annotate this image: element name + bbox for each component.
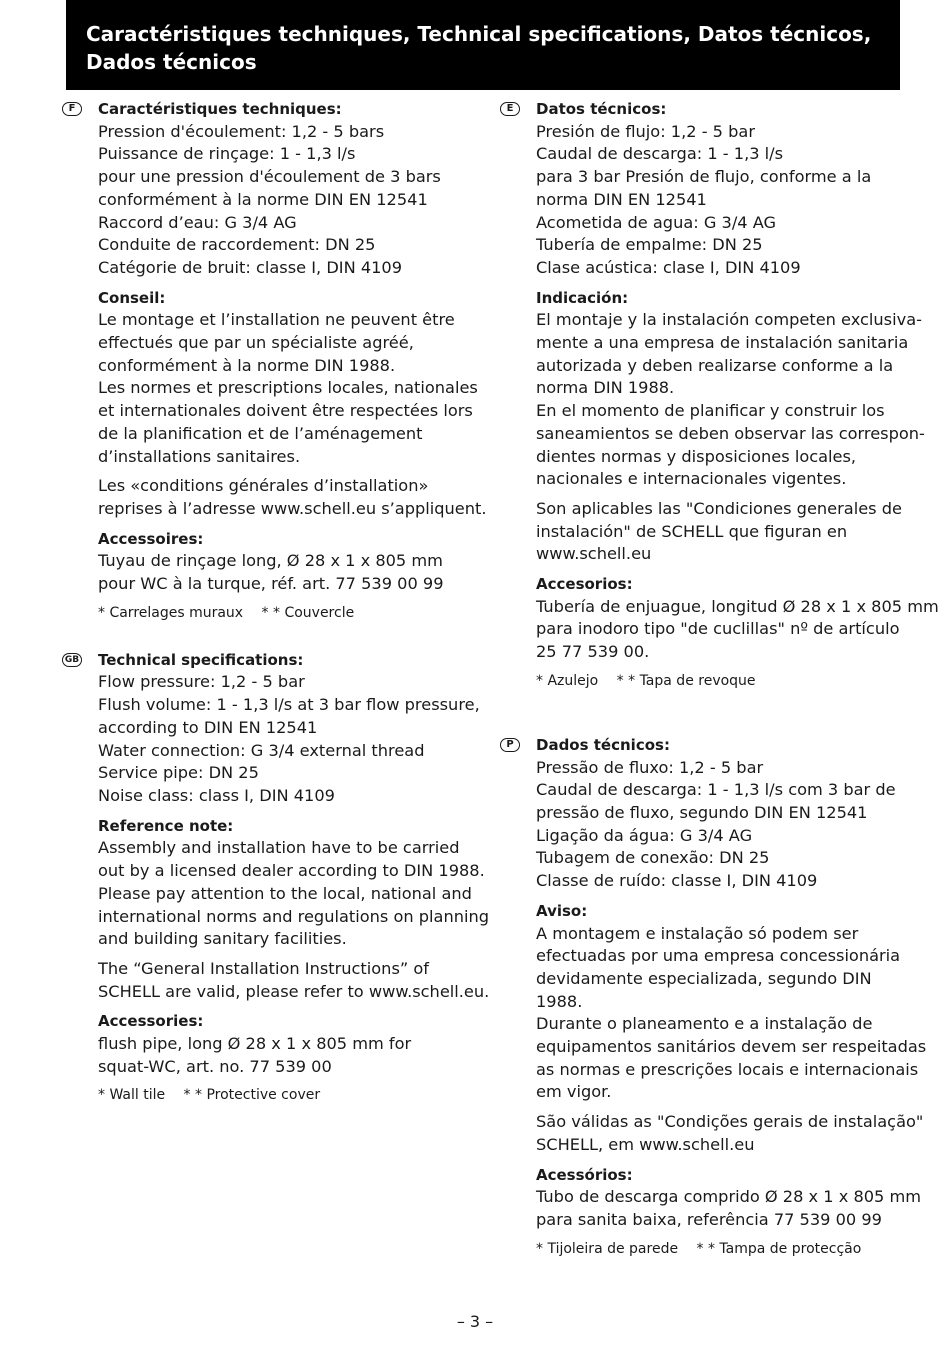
note-line: em vigor.: [536, 1082, 612, 1102]
spec-line: Tubería de empalme: DN 25: [536, 235, 763, 255]
footnote-2: * * Protective cover: [183, 1087, 321, 1104]
spec-line: Flush volume: 1 - 1,3 l/s at 3 bar flow pressure,: [98, 695, 480, 715]
footnotes: [536, 1238, 920, 1260]
note-line: autorizada y deben realizarse conforme a la: [536, 355, 894, 375]
spec-line: para 3 bar Presión de flujo, conforme a la: [536, 167, 872, 187]
note-line: norma DIN 1988.: [536, 378, 675, 398]
spec-line: Presión de flujo: 1,2 - 5 bar: [536, 121, 755, 141]
accessories-line: 25 77 539 00.: [536, 642, 650, 662]
note-line: out by a licensed dealer according to DIN 1988.: [98, 861, 485, 881]
note-line: et internationales doivent être respectées lors: [98, 401, 473, 421]
spec-line: Noise class: class I, DIN 4109: [98, 785, 335, 805]
footnote-2: * * Tapa de revoque: [616, 672, 756, 689]
note-line: efectuadas por uma empresa concessionária: [536, 946, 901, 966]
language-badge-f: F: [62, 102, 82, 116]
footnote-2: * * Couvercle: [261, 604, 355, 621]
note-line: El montaje y la instalación competen exclusiva-: [536, 310, 922, 330]
note-line: de la planification et de l’aménagement: [98, 423, 423, 443]
note-line: and building sanitary facilities.: [98, 929, 347, 949]
spec-line: Ligação da água: G 3/4 AG: [536, 825, 753, 845]
accessories-title: Accessoires:: [98, 529, 204, 548]
note-line: dientes normas y disposiciones locales,: [536, 446, 857, 466]
conditions-line: SCHELL, em www.schell.eu: [536, 1134, 755, 1154]
right-column: [500, 98, 939, 1260]
note-line: A montagem e instalação só podem ser: [536, 923, 859, 943]
conditions-line: São válidas as "Condições gerais de instalação": [536, 1112, 924, 1132]
footnote-1: * Tijoleira de parede: [536, 1240, 679, 1257]
accessories-line: pour WC à la turque, réf. art. 77 539 00 99: [98, 574, 444, 594]
conditions-line: www.schell.eu: [536, 544, 652, 564]
footnotes: [98, 602, 472, 624]
note-line: Please pay attention to the local, national and: [98, 883, 472, 903]
left-column: [62, 98, 490, 1106]
accessories-line: flush pipe, long Ø 28 x 1 x 805 mm for: [98, 1034, 412, 1054]
spec-line: Caudal de descarga: 1 - 1,3 l/s com 3 bar de: [536, 780, 896, 800]
note-line: conformément à la norme DIN 1988.: [98, 355, 396, 375]
accessories-line: Tubo de descarga comprido Ø 28 x 1 x 805 mm: [536, 1187, 922, 1207]
note-title: Indicación:: [536, 288, 629, 307]
section-portuguese: [500, 734, 927, 1260]
spec-line: according to DIN EN 12541: [98, 717, 318, 737]
note-line: d’installations sanitaires.: [98, 446, 301, 466]
spec-line: Puissance de rinçage: 1 - 1,3 l/s: [98, 144, 356, 164]
spec-line: Conduite de raccordement: DN 25: [98, 235, 376, 255]
spec-line: Caudal de descarga: 1 - 1,3 l/s: [536, 144, 784, 164]
spec-line: Acometida de agua: G 3/4 AG: [536, 212, 777, 232]
spec-line: Catégorie de bruit: classe I, DIN 4109: [98, 257, 403, 277]
note-line: 1988.: [536, 991, 583, 1011]
section-title: Caractéristiques techniques:: [98, 100, 342, 118]
spec-line: pour une pression d'écoulement de 3 bars: [98, 167, 441, 187]
note-line: Les normes et prescriptions locales, nationales: [98, 378, 478, 398]
section-english: [62, 649, 490, 1107]
note-line: En el momento de planificar y construir los: [536, 401, 885, 421]
accessories-line: Tubería de enjuague, longitud Ø 28 x 1 x 805 mm: [536, 596, 939, 616]
note-line: mente a una empresa de instalación sanitaria: [536, 333, 909, 353]
conditions-line: Les «conditions générales d’installation»: [98, 476, 429, 496]
spec-line: conformément à la norme DIN EN 12541: [98, 189, 428, 209]
note-line: devidamente especializada, segundo DIN: [536, 968, 872, 988]
header-title-line-2: Dados técnicos: [86, 50, 257, 74]
spec-line: Service pipe: DN 25: [98, 763, 259, 783]
spec-line: Pressão de fluxo: 1,2 - 5 bar: [536, 757, 764, 777]
accessories-line: Tuyau de rinçage long, Ø 28 x 1 x 805 mm: [98, 551, 443, 571]
page-number: – 3 –: [456, 1312, 494, 1331]
note-title: Conseil:: [98, 288, 166, 307]
accessories-line: squat-WC, art. no. 77 539 00: [98, 1056, 332, 1076]
note-line: Durante o planeamento e a instalação de: [536, 1014, 873, 1034]
conditions-line: instalación" de SCHELL que figuran en: [536, 521, 848, 541]
note-line: nacionales e internacionales vigentes.: [536, 469, 847, 489]
note-line: equipamentos sanitários devem ser respeitadas: [536, 1037, 927, 1057]
footnote-2: * * Tampa de protecção: [696, 1240, 862, 1257]
conditions-line: SCHELL are valid, please refer to www.schell.eu.: [98, 981, 490, 1001]
section-title: Technical specifications:: [98, 650, 304, 669]
accessories-line: para sanita baixa, referência 77 539 00 99: [536, 1209, 882, 1229]
spec-line: Tubagem de conexão: DN 25: [536, 848, 770, 868]
accessories-title: Accesorios:: [536, 575, 633, 594]
spec-line: Clase acústica: clase I, DIN 4109: [536, 257, 801, 277]
conditions-line: The “General Installation Instructions” of: [98, 958, 430, 978]
note-line: international norms and regulations on planning: [98, 906, 490, 926]
section-title: Datos técnicos:: [536, 100, 667, 118]
spec-line: pressão de fluxo, segundo DIN EN 12541: [536, 802, 868, 822]
note-title: Aviso:: [536, 901, 588, 920]
spec-line: Water connection: G 3/4 external thread: [98, 740, 425, 760]
conditions-line: Son aplicables las "Condiciones generales de: [536, 498, 902, 518]
spec-line: Pression d'écoulement: 1,2 - 5 bars: [98, 121, 385, 141]
header-title-line-1: Caractéristiques techniques, Technical specifications, Datos técnicos,: [86, 22, 872, 46]
note-line: as normas e prescrições locais e internacionais: [536, 1059, 919, 1079]
spec-line: Flow pressure: 1,2 - 5 bar: [98, 672, 305, 692]
page-header: [66, 0, 900, 90]
accessories-title: Accessories:: [98, 1012, 204, 1031]
note-line: saneamientos se deben observar las correspon-: [536, 423, 925, 443]
footnote-1: * Azulejo: [536, 672, 599, 689]
spec-line: Raccord d’eau: G 3/4 AG: [98, 212, 297, 232]
note-line: Assembly and installation have to be carried: [98, 838, 460, 858]
accessories-line: para inodoro tipo "de cuclillas" nº de artículo: [536, 619, 900, 639]
spec-line: Classe de ruído: classe I, DIN 4109: [536, 871, 818, 891]
accessories-title: Acessórios:: [536, 1165, 633, 1184]
footnote-1: * Carrelages muraux: [98, 604, 244, 621]
section-spanish: [500, 98, 939, 692]
footnote-1: * Wall tile: [98, 1087, 166, 1104]
footnotes: [98, 1084, 472, 1106]
spec-line: norma DIN EN 12541: [536, 189, 707, 209]
note-line: effectués que par un spécialiste agréé,: [98, 333, 414, 353]
conditions-line: reprises à l’adresse www.schell.eu s’appliquent.: [98, 498, 487, 518]
language-badge-gb: GB: [62, 653, 82, 667]
footnotes: [536, 670, 920, 692]
section-french: [62, 98, 487, 624]
language-badge-p: P: [500, 738, 520, 752]
section-title: Dados técnicos:: [536, 735, 670, 754]
language-badge-e: E: [500, 102, 520, 116]
note-title: Reference note:: [98, 816, 234, 835]
note-line: Le montage et l’installation ne peuvent être: [98, 310, 455, 330]
